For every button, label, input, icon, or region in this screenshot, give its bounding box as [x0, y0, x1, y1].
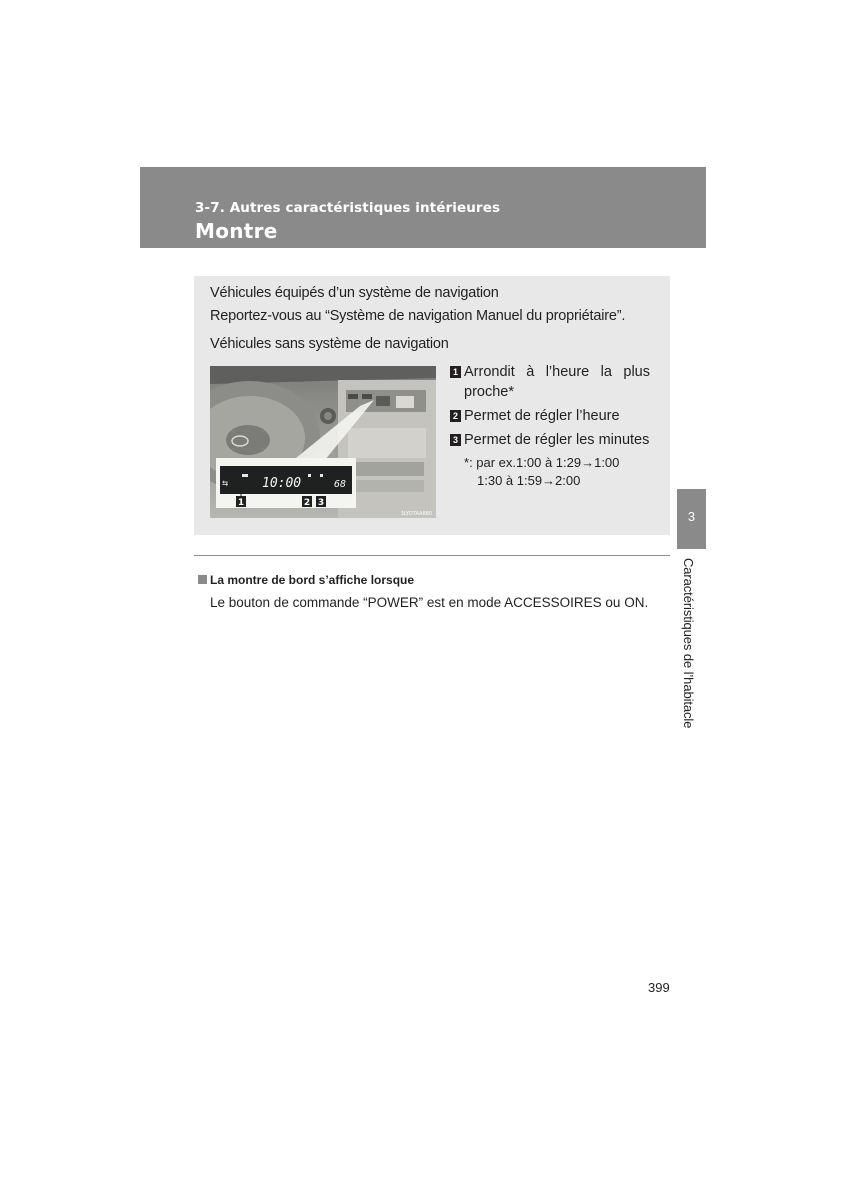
page-number: 399	[648, 980, 670, 995]
callout-number-1: 1	[450, 366, 461, 378]
image-code: 3LYDTAA880	[400, 511, 432, 517]
dashboard-photo	[210, 366, 436, 518]
footnote-line-2: 1:30 à 1:59→2:00	[477, 473, 581, 488]
clock-display: 10:00	[262, 476, 302, 491]
callout-text-2: Permet de régler l’heure	[464, 408, 620, 424]
footnote	[464, 454, 619, 490]
section-label: 3-7. Autres caractéristiques intérieures	[195, 200, 501, 216]
callout-list	[450, 362, 650, 454]
chapter-side-label: Caractéristiques de l’habitacle	[681, 558, 696, 729]
info-panel	[194, 276, 670, 535]
footnote-marker: *	[464, 455, 470, 470]
header-band	[140, 167, 706, 248]
nav-reference-text: Reportez-vous au “Système de navigation Manuel du propriétaire”.	[210, 308, 626, 324]
callout-item-3	[450, 430, 650, 450]
callout-item-1	[450, 362, 650, 402]
callout-text-1b: proche*	[464, 384, 514, 400]
callout-text-3: Permet de régler les minutes	[464, 432, 650, 448]
note-body: Le bouton de commande “POWER” est en mode ACCESSOIRES ou ON.	[210, 595, 649, 610]
photo-label-2: 2	[303, 498, 311, 508]
square-bullet-icon	[198, 575, 207, 584]
temp-display: 68	[334, 479, 347, 490]
callout-number-3: 3	[450, 434, 461, 446]
dashboard-illustration	[210, 366, 436, 518]
no-nav-heading: Véhicules sans système de navigation	[210, 336, 449, 352]
note-heading	[198, 573, 414, 587]
footnote-line-1: : par ex.1:00 à 1:29→1:00	[469, 455, 620, 470]
chapter-tab: 3	[677, 489, 706, 549]
callout-text-1a: Arrondit à l’heure la plus	[464, 364, 650, 380]
photo-label-3: 3	[317, 498, 325, 508]
section-divider	[194, 555, 670, 556]
nav-heading: Véhicules équipés d’un système de navigation	[210, 285, 499, 301]
note-heading-text: La montre de bord s’affiche lorsque	[210, 573, 415, 587]
photo-label-1: 1	[237, 498, 245, 508]
svg-text:⇆: ⇆	[222, 478, 229, 489]
page-title: Montre	[195, 219, 278, 243]
callout-number-2: 2	[450, 410, 461, 422]
callout-item-2	[450, 406, 650, 426]
